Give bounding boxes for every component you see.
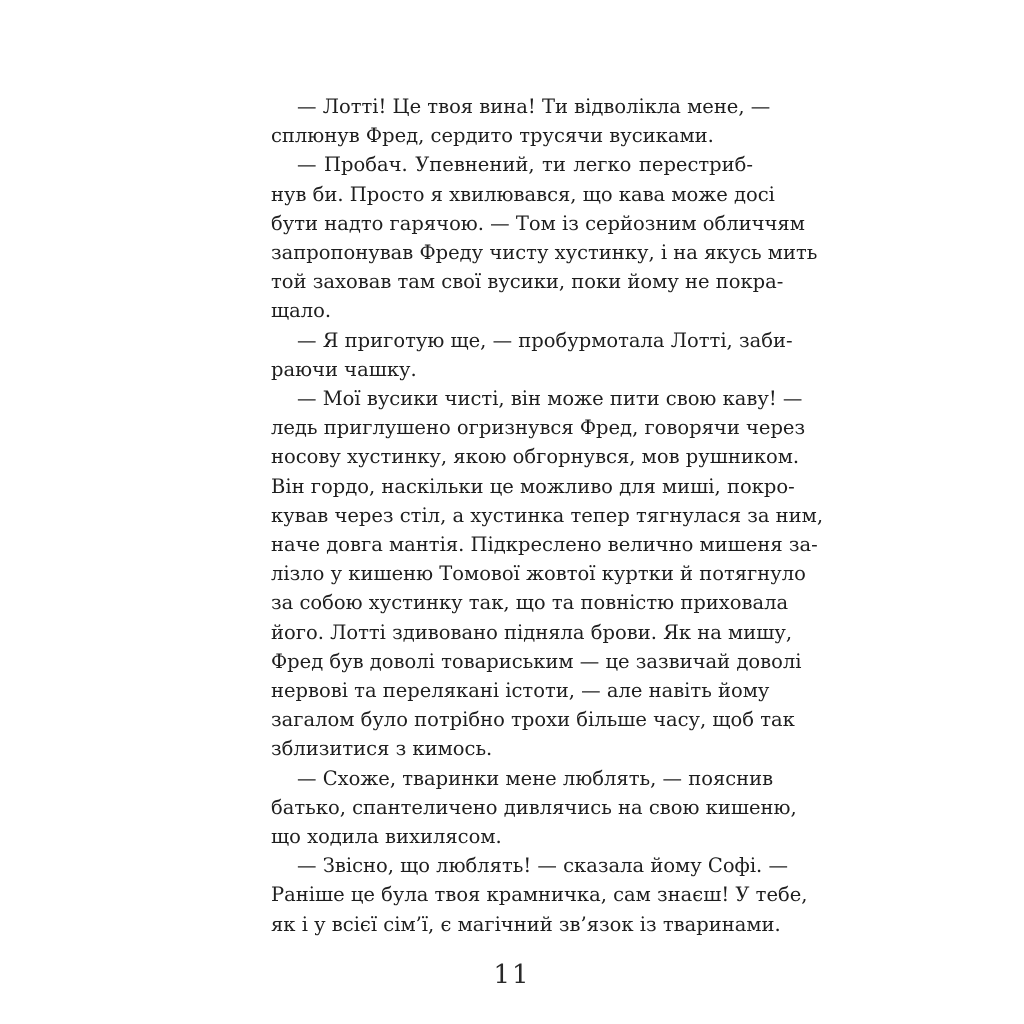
text-line: зблизитися з кимось.: [271, 737, 493, 761]
text-line: як і у всієї сім’ї, є магічний зв’язок із тваринами.: [271, 912, 781, 936]
paragraph: [271, 851, 808, 939]
text-line: сплюнув Фред, сердито трусячи вусиками.: [271, 124, 714, 148]
text-line: — Звісно, що люблять! — сказала йому Софі. —: [297, 854, 788, 878]
text-line: — Пробач. Упевнений, ти легко перестриб-: [297, 153, 753, 177]
text-line: Раніше це була твоя крамничка, сам знаєш! У тебе,: [271, 883, 808, 907]
text-line: запропонував Фреду чисту хустинку, і на якусь мить: [271, 241, 818, 265]
text-line: кував через стіл, а хустинка тепер тягнулася за ним,: [271, 503, 824, 527]
text-line: раючи чашку.: [271, 357, 417, 381]
text-line: — Лотті! Це твоя вина! Ти відволікла мене, —: [297, 95, 771, 118]
text-line: ледь приглушено огризнувся Фред, говорячи через: [271, 416, 806, 440]
text-line: нервові та перелякані істоти, — але навіть йому: [271, 679, 770, 703]
text-line: — Мої вусики чисті, він може пити свою каву! —: [297, 387, 803, 411]
text-line: Фред був доволі товариським — це зазвичай доволі: [271, 649, 802, 673]
text-line: бути надто гарячою. — Том із серйозним обличчям: [271, 211, 805, 235]
paragraph: [271, 150, 818, 325]
text-line: — Я приготую ще, — пробурмотала Лотті, заби-: [297, 328, 793, 352]
text-line: що ходила вихилясом.: [271, 825, 502, 849]
paragraph: [271, 764, 797, 852]
body-text: [271, 92, 824, 939]
text-line: загалом було потрібно трохи більше часу, щоб так: [271, 708, 795, 732]
page-number: 11: [493, 960, 531, 990]
text-line: Він гордо, наскільки це можливо для миші, покро-: [271, 474, 795, 498]
text-line: наче довга мантія. Підкреслено велично мишеня за-: [271, 533, 818, 557]
text-line: щало.: [271, 299, 332, 323]
paragraph: [271, 384, 824, 764]
text-line: — Схоже, тваринки мене люблять, — пояснив: [297, 766, 774, 790]
paragraph: [271, 92, 771, 150]
text-line: батько, спантеличено дивлячись на свою кишеню,: [271, 795, 797, 819]
text-line: нув би. Просто я хвилювався, що кава може досі: [271, 182, 775, 206]
text-line: лізло у кишеню Томової жовтої куртки й потягнуло: [271, 562, 806, 586]
text-line: його. Лотті здивовано підняла брови. Як на мишу,: [271, 620, 793, 644]
text-line: той заховав там свої вусики, поки йому не покра-: [271, 270, 784, 294]
text-line: носову хустинку, якою обгорнувся, мов рушником.: [271, 445, 800, 469]
paragraph: [271, 326, 793, 384]
text-line: за собою хустинку так, що та повністю приховала: [271, 591, 789, 615]
